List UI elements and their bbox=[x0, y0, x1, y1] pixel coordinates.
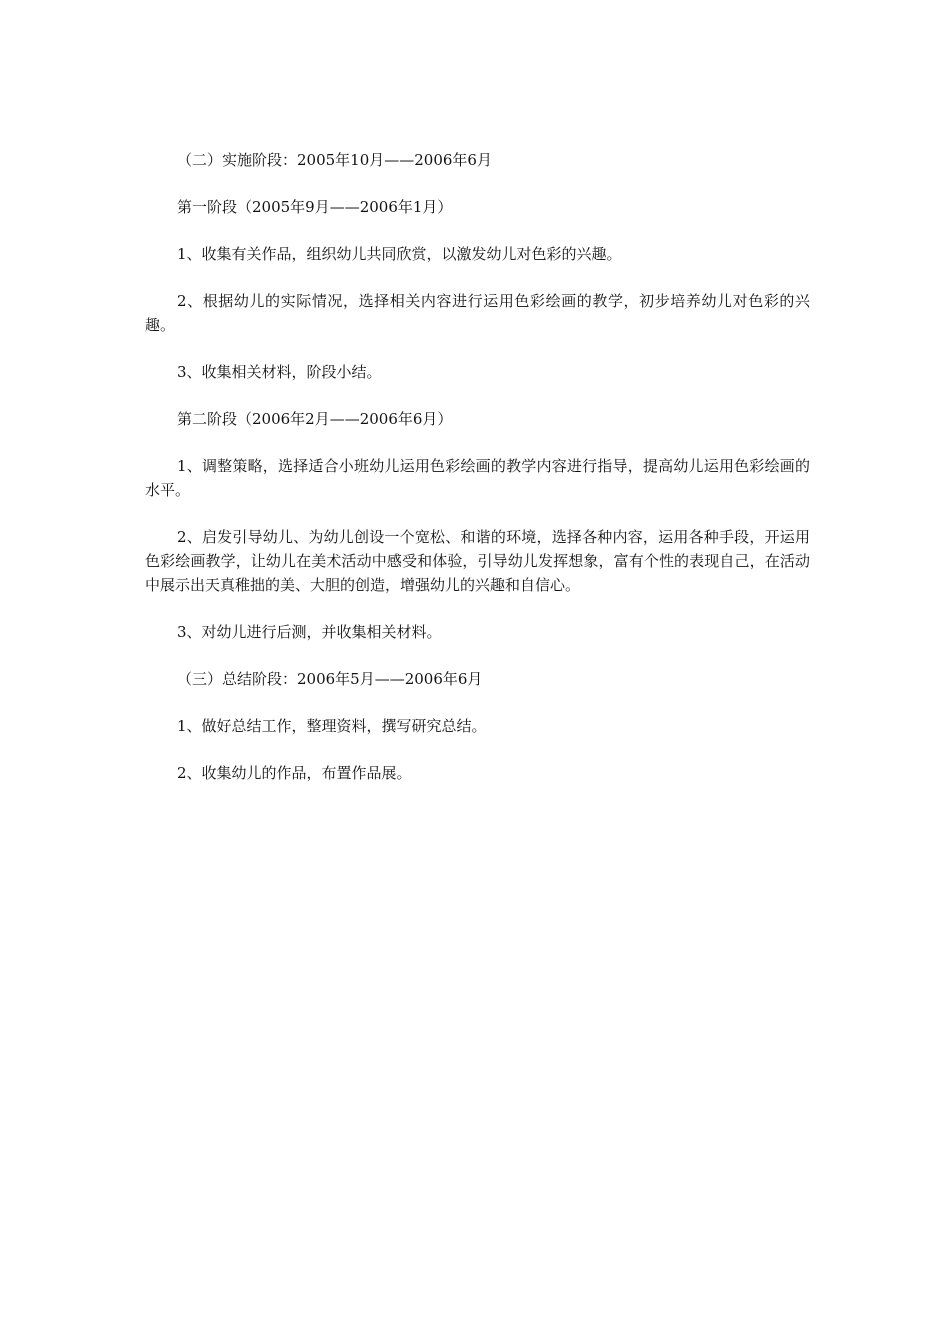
stage-two-item-2: 2、启发引导幼儿、为幼儿创设一个宽松、和谐的环境，选择各种内容，运用各种手段，开运用色彩绘画教学，让幼儿在美术活动中感受和体验，引导幼儿发挥想象，富有个性的表现自己，在活动中展示出天真稚拙的美、大胆的创造，增强幼儿的兴趣和自信心。 bbox=[145, 528, 810, 594]
stage-one-item-2: 2、根据幼儿的实际情况，选择相关内容进行运用色彩绘画的教学，初步培养幼儿对色彩的兴趣。 bbox=[145, 292, 810, 334]
stage-one-item-1: 1、收集有关作品，组织幼儿共同欣赏，以激发幼儿对色彩的兴趣。 bbox=[177, 245, 622, 263]
stage-two-heading: 第二阶段（2006年2月——2006年6月） bbox=[177, 410, 453, 428]
stage-two-item-1: 1、调整策略，选择适合小班幼儿运用色彩绘画的教学内容进行指导，提高幼儿运用色彩绘画的水平。 bbox=[145, 457, 810, 499]
summary-item-2: 2、收集幼儿的作品，布置作品展。 bbox=[177, 764, 412, 782]
document-body bbox=[145, 148, 810, 808]
section-heading-summary: （三）总结阶段：2006年5月——2006年6月 bbox=[177, 670, 483, 688]
stage-two-item-3: 3、对幼儿进行后测，并收集相关材料。 bbox=[177, 623, 442, 641]
section-heading-implementation: （二）实施阶段：2005年10月——2006年6月 bbox=[177, 151, 492, 169]
stage-one-heading: 第一阶段（2005年9月——2006年1月） bbox=[177, 198, 453, 216]
stage-one-item-3: 3、收集相关材料，阶段小结。 bbox=[177, 363, 382, 381]
summary-item-1: 1、做好总结工作，整理资料，撰写研究总结。 bbox=[177, 717, 487, 735]
